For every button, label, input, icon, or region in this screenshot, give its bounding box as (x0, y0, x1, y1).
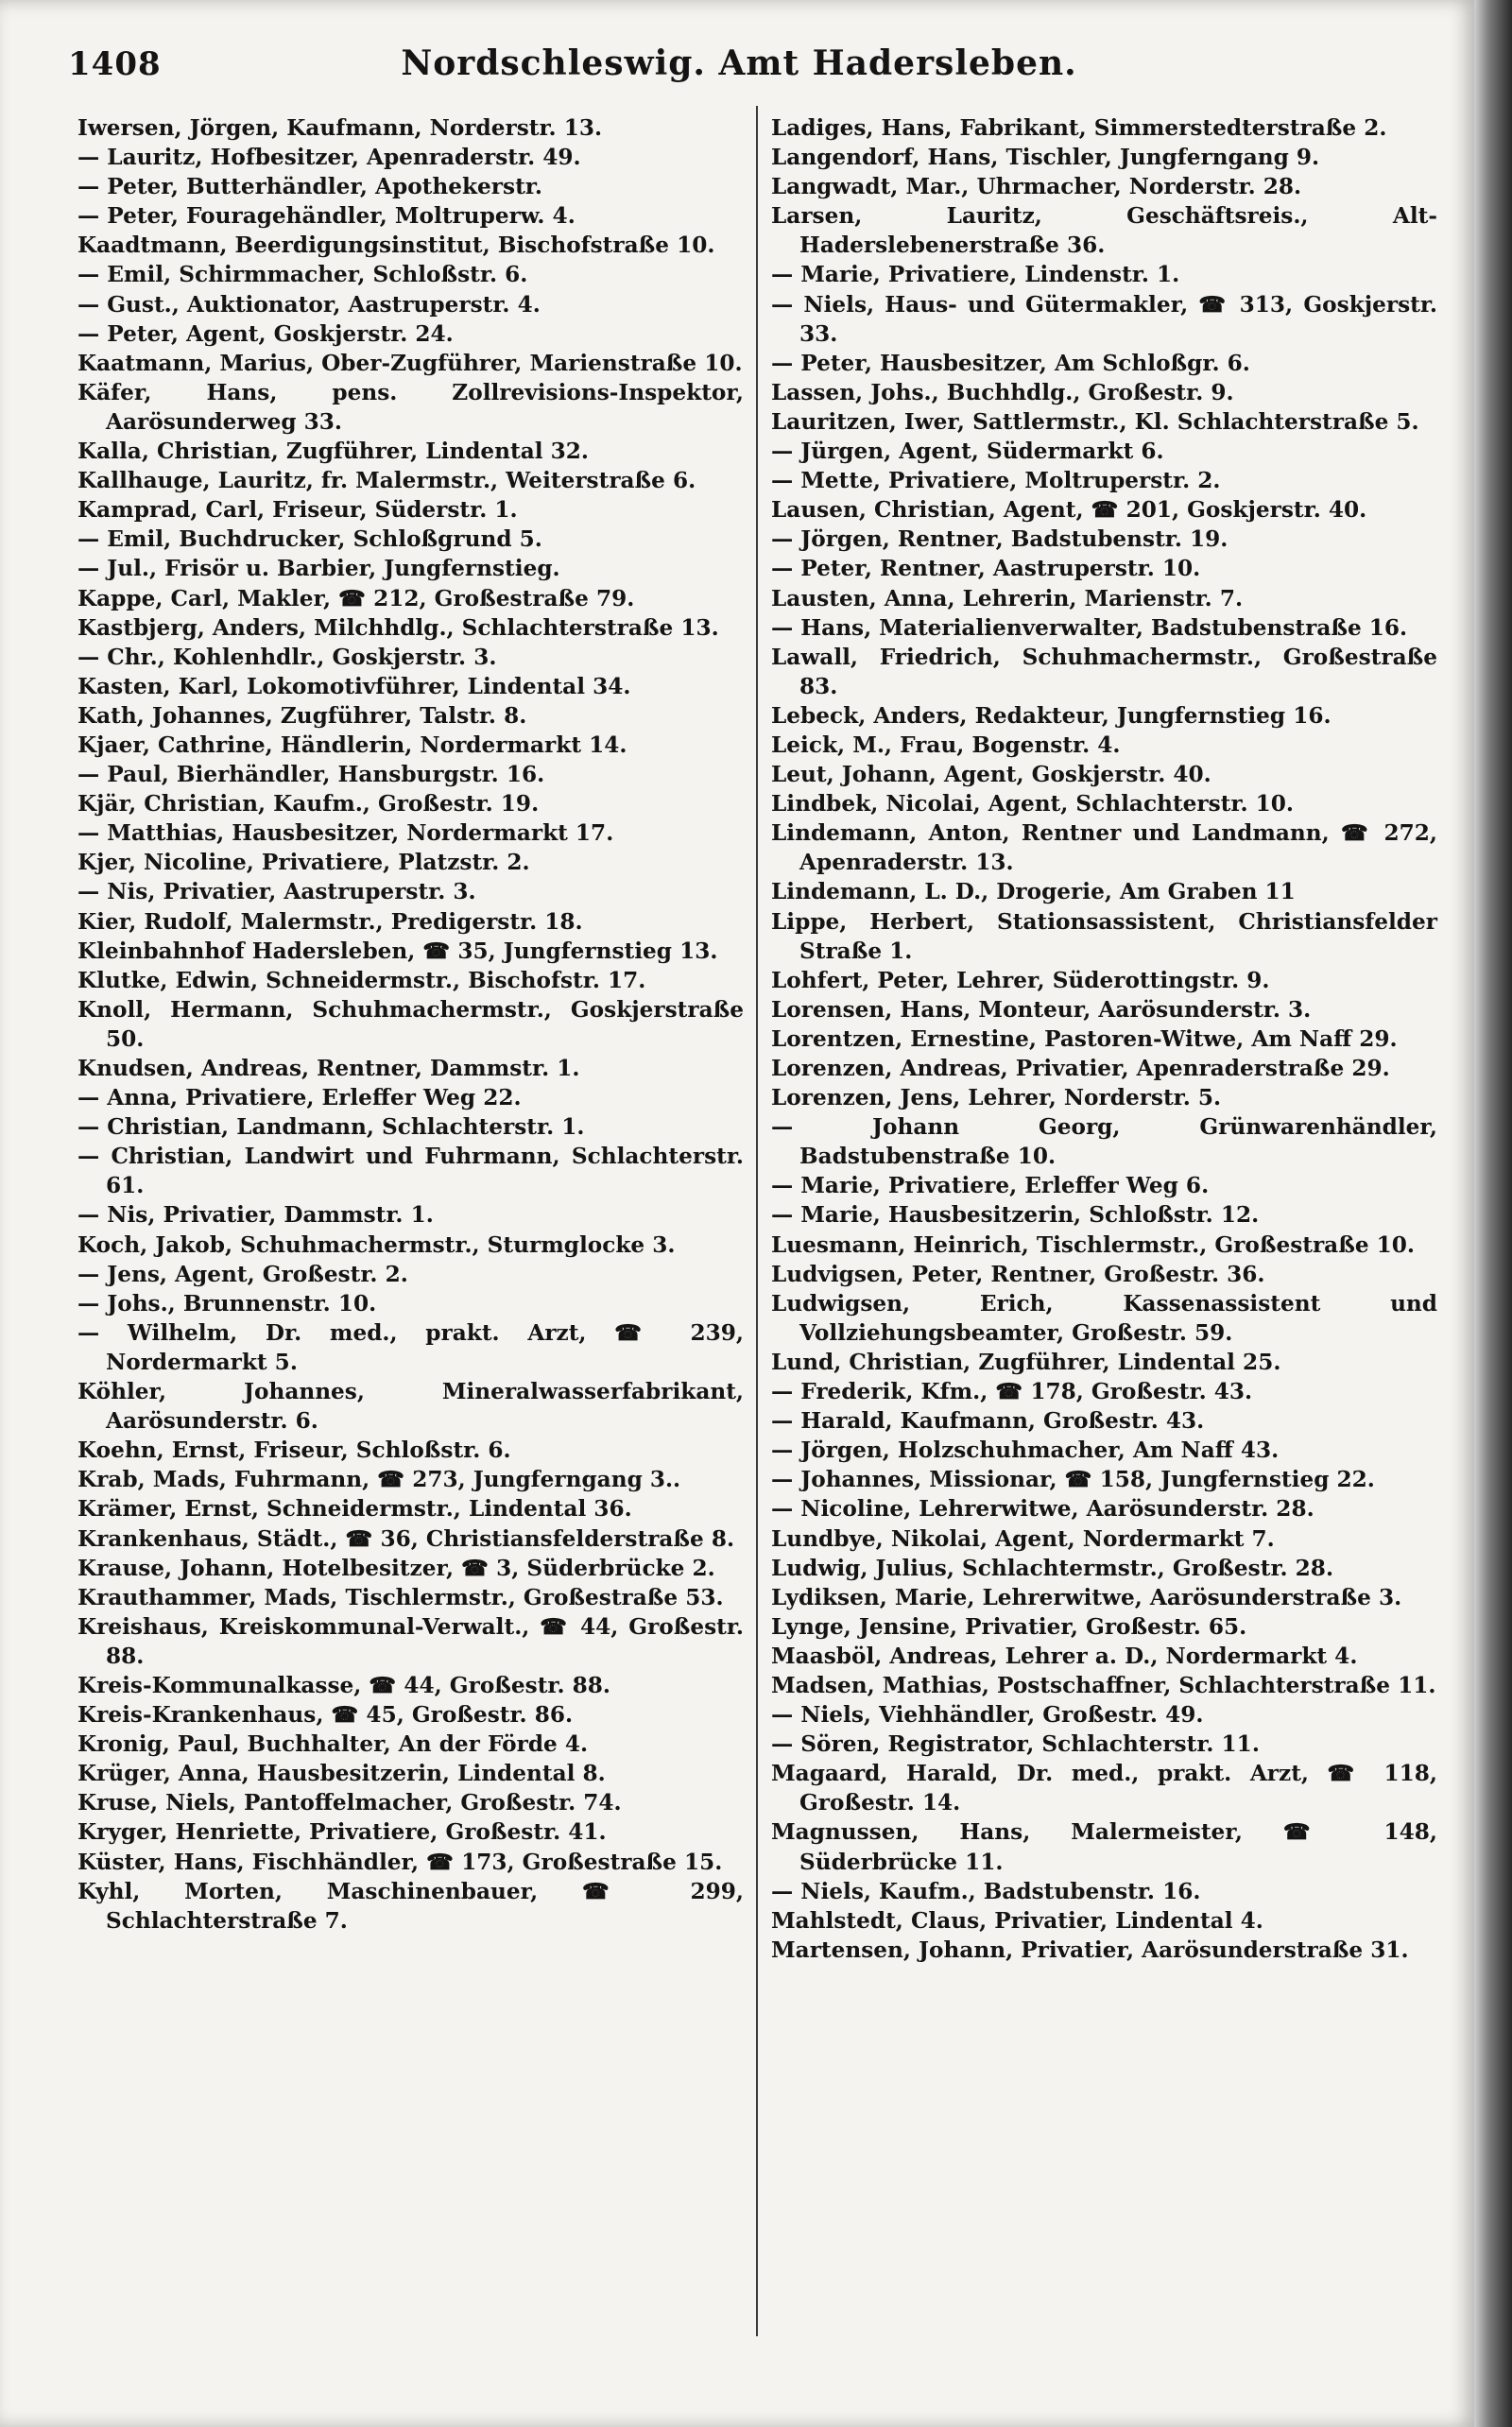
directory-entry: Koch, Jakob, Schuhmachermstr., Sturmglocke 3. (77, 1231, 676, 1258)
directory-entry: — Johs., Brunnenstr. 10. (77, 1290, 377, 1317)
directory-entry: Ludwig, Julius, Schlachtermstr., Großestr. 28. (771, 1555, 1334, 1581)
directory-entry: Kjer, Nicoline, Privatiere, Platzstr. 2. (77, 850, 530, 876)
directory-entry: Langendorf, Hans, Tischler, Jungferngang 9. (771, 145, 1320, 171)
directory-entry: — Marie, Privatiere, Lindenstr. 1. (771, 262, 1180, 288)
directory-entry: Luesmann, Heinrich, Tischlermstr., Großestraße 10. (771, 1231, 1415, 1258)
directory-entry: — Johann Georg, Grünwarenhändler, Badstubenstraße 10. (771, 1114, 1437, 1170)
directory-entry: Lindemann, Anton, Rentner und Landmann, ☎ 272, Apenraderstr. 13. (771, 820, 1437, 876)
directory-entry: Maasböl, Andreas, Lehrer a. D., Nordermarkt 4. (771, 1643, 1358, 1669)
directory-entry: — Nicoline, Lehrerwitwe, Aarösunderstr. 28. (771, 1496, 1314, 1523)
directory-entry: — Christian, Landwirt und Fuhrmann, Schlachterstr. 61. (77, 1144, 744, 1199)
directory-entry: — Mette, Privatiere, Moltruperstr. 2. (771, 468, 1221, 494)
directory-entry: — Jörgen, Holzschuhmacher, Am Naff 43. (771, 1437, 1280, 1464)
directory-entry: Lohfert, Peter, Lehrer, Süderottingstr. 9. (771, 967, 1270, 993)
directory-entry: Kreis-Kommunalkasse, ☎ 44, Großestr. 88. (77, 1672, 610, 1698)
directory-entry: Kastbjerg, Anders, Milchhdlg., Schlachterstraße 13. (77, 614, 719, 641)
directory-entry: — Marie, Hausbesitzerin, Schloßstr. 12. (771, 1202, 1260, 1229)
directory-entry: — Gust., Auktionator, Aastruperstr. 4. (77, 291, 541, 318)
directory-entry: Ludwigsen, Erich, Kassenassistent und Vollziehungsbeamter, Großestr. 59. (771, 1290, 1437, 1346)
directory-entry: Lynge, Jensine, Privatier, Großestr. 65. (771, 1613, 1247, 1640)
directory-entry: — Peter, Rentner, Aastruperstr. 10. (771, 556, 1201, 582)
directory-entry: Krause, Johann, Hotelbesitzer, ☎ 3, Süderbrücke 2. (77, 1555, 715, 1581)
column-divider (756, 106, 758, 2336)
directory-entry: Lausen, Christian, Agent, ☎ 201, Goskjerstr. 40. (771, 497, 1367, 524)
directory-entry: Lorensen, Hans, Monteur, Aarösunderstr. 3. (771, 996, 1312, 1023)
directory-entry: — Matthias, Hausbesitzer, Nordermarkt 17. (77, 820, 614, 847)
directory-entry: Kier, Rudolf, Malermstr., Predigerstr. 18. (77, 908, 583, 935)
directory-entry: — Emil, Buchdrucker, Schloßgrund 5. (77, 526, 542, 553)
directory-entry: Kath, Johannes, Zugführer, Talstr. 8. (77, 702, 527, 729)
directory-entry: Lauritzen, Iwer, Sattlermstr., Kl. Schlachterstraße 5. (771, 408, 1419, 435)
page-number: 1408 (68, 45, 162, 83)
directory-entry: Lund, Christian, Zugführer, Lindental 25. (771, 1349, 1281, 1375)
directory-entry: — Sören, Registrator, Schlachterstr. 11. (771, 1731, 1260, 1758)
directory-entry: Lippe, Herbert, Stationsassistent, Christiansfelder Straße 1. (771, 908, 1437, 964)
directory-entry: Krämer, Ernst, Schneidermstr., Lindental 36. (77, 1496, 632, 1523)
directory-entry: Kappe, Carl, Makler, ☎ 212, Großestraße 79. (77, 585, 635, 611)
directory-entry: — Harald, Kaufmann, Großestr. 43. (771, 1408, 1205, 1435)
directory-entry: — Jul., Frisör u. Barbier, Jungfernstieg. (77, 556, 560, 582)
directory-entry: Kaatmann, Marius, Ober-Zugführer, Marienstraße 10. (77, 350, 743, 376)
directory-entry: — Niels, Viehhändler, Großestr. 49. (771, 1702, 1204, 1729)
directory-entry: — Jürgen, Agent, Südermarkt 6. (771, 439, 1164, 465)
directory-entry: Köhler, Johannes, Mineralwasserfabrikant, Aarösunderstr. 6. (77, 1379, 744, 1435)
directory-entry: — Paul, Bierhändler, Hansburgstr. 16. (77, 762, 545, 788)
directory-entry: Kleinbahnhof Hadersleben, ☎ 35, Jungfernstieg 13. (77, 938, 718, 964)
directory-entry: — Emil, Schirmmacher, Schloßstr. 6. (77, 262, 528, 288)
directory-entry: — Niels, Haus- und Gütermakler, ☎ 313, Goskjerstr. 33. (771, 291, 1437, 347)
directory-entry: Lassen, Johs., Buchhdlg., Großestr. 9. (771, 379, 1234, 405)
directory-entry: — Jens, Agent, Großestr. 2. (77, 1261, 408, 1287)
directory-entry: — Peter, Hausbesitzer, Am Schloßgr. 6. (771, 350, 1250, 376)
directory-entry: Lundbye, Nikolai, Agent, Nordermarkt 7. (771, 1525, 1275, 1552)
directory-entry: — Peter, Agent, Goskjerstr. 24. (77, 320, 454, 347)
directory-entry: Krab, Mads, Fuhrmann, ☎ 273, Jungferngang 3.. (77, 1467, 681, 1493)
directory-entry: Küster, Hans, Fischhändler, ☎ 173, Großestraße 15. (77, 1849, 723, 1875)
directory-entry: Kryger, Henriette, Privatiere, Großestr. 41. (77, 1819, 607, 1846)
directory-entry: Kalla, Christian, Zugführer, Lindental 32. (77, 439, 589, 465)
directory-entry: — Anna, Privatiere, Erleffer Weg 22. (77, 1085, 522, 1111)
directory-entry: Klutke, Edwin, Schneidermstr., Bischofstr. 17. (77, 967, 646, 993)
directory-entry: Knoll, Hermann, Schuhmachermstr., Goskjerstraße 50. (77, 996, 744, 1052)
directory-entry: Langwadt, Mar., Uhrmacher, Norderstr. 28. (771, 174, 1302, 200)
directory-entry: Magaard, Harald, Dr. med., prakt. Arzt, ☎ 118, Großestr. 14. (771, 1761, 1437, 1816)
directory-entry: Krüger, Anna, Hausbesitzerin, Lindental 8. (77, 1761, 606, 1787)
directory-entry: — Chr., Kohlenhdlr., Goskjerstr. 3. (77, 644, 497, 670)
directory-entry: Lausten, Anna, Lehrerin, Marienstr. 7. (771, 585, 1244, 611)
directory-entry: Iwersen, Jörgen, Kaufmann, Norderstr. 13. (77, 115, 603, 141)
left-column (77, 113, 744, 1936)
directory-entry: Kreishaus, Kreiskommunal-Verwalt., ☎ 44, Großestr. 88. (77, 1613, 744, 1669)
directory-entry: Ladiges, Hans, Fabrikant, Simmerstedterstraße 2. (771, 115, 1387, 141)
directory-entry: — Frederik, Kfm., ☎ 178, Großestr. 43. (771, 1379, 1253, 1405)
directory-entry: Kasten, Karl, Lokomotivführer, Lindental 34. (77, 673, 631, 699)
directory-entry: Magnussen, Hans, Malermeister, ☎ 148, Süderbrücke 11. (771, 1819, 1437, 1875)
directory-entry: Lebeck, Anders, Redakteur, Jungfernstieg 16. (771, 702, 1332, 729)
directory-entry: Käfer, Hans, pens. Zollrevisions-Inspektor, Aarösunderweg 33. (77, 379, 744, 435)
directory-entry: Lorenzen, Jens, Lehrer, Norderstr. 5. (771, 1085, 1222, 1111)
directory-entry: — Lauritz, Hofbesitzer, Apenraderstr. 49. (77, 145, 581, 171)
directory-entry: Leick, M., Frau, Bogenstr. 4. (771, 732, 1121, 758)
right-column (771, 113, 1437, 1965)
directory-entry: Kallhauge, Lauritz, fr. Malermstr., Weiterstraße 6. (77, 468, 696, 494)
directory-entry: Knudsen, Andreas, Rentner, Dammstr. 1. (77, 1056, 580, 1081)
directory-entry: Mahlstedt, Claus, Privatier, Lindental 4. (771, 1907, 1263, 1934)
directory-entry: — Nis, Privatier, Aastruperstr. 3. (77, 879, 476, 905)
page-edge-shadow (1474, 0, 1512, 2427)
directory-entry: Lorenzen, Andreas, Privatier, Apenraderstraße 29. (771, 1056, 1390, 1081)
directory-entry: Ludvigsen, Peter, Rentner, Großestr. 36. (771, 1261, 1265, 1287)
directory-entry: Kyhl, Morten, Maschinenbauer, ☎ 299, Schlachterstraße 7. (77, 1878, 744, 1934)
directory-entry: Lydiksen, Marie, Lehrerwitwe, Aarösunderstraße 3. (771, 1584, 1402, 1610)
page-header (68, 45, 1410, 93)
directory-entry: — Jörgen, Rentner, Badstubenstr. 19. (771, 526, 1228, 553)
directory-entry: Madsen, Mathias, Postschaffner, Schlachterstraße 11. (771, 1672, 1436, 1698)
directory-entry: Martensen, Johann, Privatier, Aarösunderstraße 31. (771, 1936, 1409, 1963)
directory-entry: Krauthammer, Mads, Tischlermstr., Großestraße 53. (77, 1584, 724, 1610)
directory-entry: — Marie, Privatiere, Erleffer Weg 6. (771, 1173, 1210, 1199)
directory-entry: Lindemann, L. D., Drogerie, Am Graben 11 (771, 879, 1296, 905)
directory-entry: Kjaer, Cathrine, Händlerin, Nordermarkt 14. (77, 732, 627, 758)
directory-entry: Lorentzen, Ernestine, Pastoren-Witwe, Am Naff 29. (771, 1025, 1398, 1052)
directory-entry: — Niels, Kaufm., Badstubenstr. 16. (771, 1878, 1201, 1904)
directory-entry: Kjär, Christian, Kaufm., Großestr. 19. (77, 791, 540, 818)
directory-entry: Kaadtmann, Beerdigungsinstitut, Bischofstraße 10. (77, 232, 715, 259)
directory-entry: — Peter, Fouragehändler, Moltruperw. 4. (77, 203, 576, 230)
running-title: Nordschleswig. Amt Hadersleben. (401, 43, 1077, 83)
directory-entry: Lawall, Friedrich, Schuhmachermstr., Großestraße 83. (771, 644, 1437, 699)
directory-entry: — Peter, Butterhändler, Apothekerstr. (77, 174, 542, 200)
directory-entry: Krankenhaus, Städt., ☎ 36, Christiansfelderstraße 8. (77, 1525, 735, 1552)
directory-entry: Kreis-Krankenhaus, ☎ 45, Großestr. 86. (77, 1702, 574, 1729)
directory-entry: Lindbek, Nicolai, Agent, Schlachterstr. 10. (771, 791, 1294, 818)
directory-entry: Leut, Johann, Agent, Goskjerstr. 40. (771, 762, 1211, 788)
directory-entry: — Wilhelm, Dr. med., prakt. Arzt, ☎ 239, Nordermarkt 5. (77, 1319, 744, 1375)
directory-entry: Larsen, Lauritz, Geschäftsreis., Alt-Haderslebenerstraße 36. (771, 203, 1437, 259)
directory-entry: Kamprad, Carl, Friseur, Süderstr. 1. (77, 497, 518, 524)
directory-entry: Kruse, Niels, Pantoffelmacher, Großestr. 74. (77, 1790, 622, 1816)
directory-entry: — Christian, Landmann, Schlachterstr. 1. (77, 1114, 585, 1141)
directory-entry: — Nis, Privatier, Dammstr. 1. (77, 1202, 434, 1229)
directory-entry: — Hans, Materialienverwalter, Badstubenstraße 16. (771, 614, 1408, 641)
directory-entry: Kronig, Paul, Buchhalter, An der Förde 4. (77, 1731, 589, 1758)
directory-entry: Koehn, Ernst, Friseur, Schloßstr. 6. (77, 1437, 511, 1464)
directory-entry: — Johannes, Missionar, ☎ 158, Jungfernstieg 22. (771, 1467, 1375, 1493)
